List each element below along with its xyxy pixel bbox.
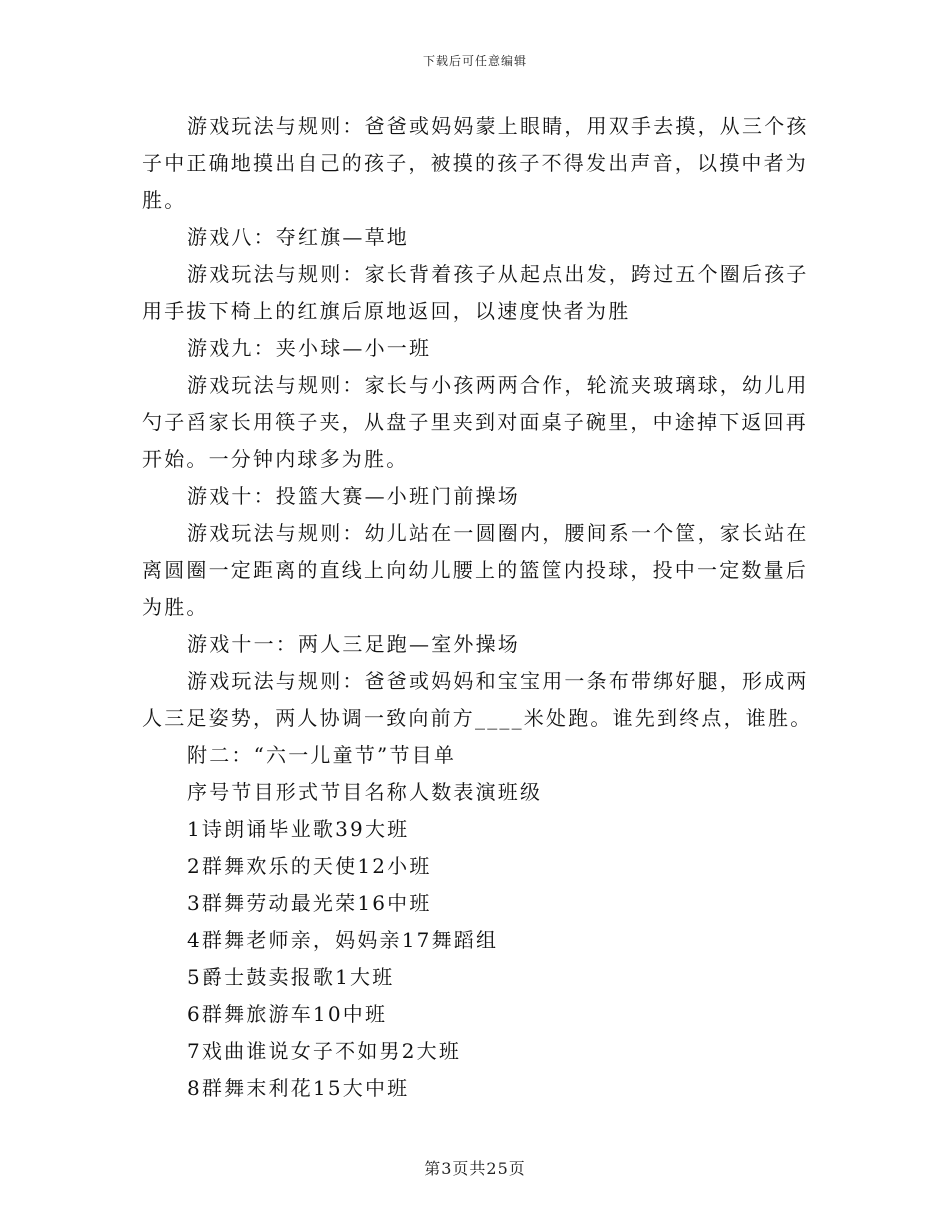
page-header: 下载后可任意编辑 — [422, 54, 527, 68]
text-line: 用手拔下椅上的红旗后原地返回，以速度快者为胜 — [142, 299, 631, 323]
text-line: 游戏玩法与规则：爸爸或妈妈和宝宝用一条布带绑好腿，形成两 — [187, 669, 809, 693]
text-line: 游戏十一：两人三足跑—室外操场 — [187, 632, 520, 656]
text-line: 4群舞老师亲，妈妈亲17舞蹈组 — [187, 928, 499, 952]
text-line: 游戏玩法与规则：家长与小孩两两合作，轮流夹玻璃球，幼儿用 — [187, 373, 809, 397]
page-footer: 第3页共25页 — [424, 1159, 526, 1178]
text-line: 3群舞劳动最光荣16中班 — [187, 891, 432, 915]
text-line: 游戏九：夹小球—小一班 — [187, 336, 432, 360]
text-line: 子中正确地摸出自己的孩子，被摸的孩子不得发出声音，以摸中者为 — [142, 151, 808, 175]
text-line: 胜。 — [142, 188, 187, 212]
text-line: 1诗朗诵毕业歌39大班 — [187, 817, 410, 841]
text-line: 为胜。 — [142, 595, 209, 619]
text-line: 游戏八：夺红旗—草地 — [187, 225, 409, 249]
text-line: 离圆圈一定距离的直线上向幼儿腰上的篮筐内投球，投中一定数量后 — [142, 558, 808, 582]
text-line: 游戏十：投篮大赛—小班门前操场 — [187, 484, 520, 508]
text-line: 游戏玩法与规则：家长背着孩子从起点出发，跨过五个圈后孩子 — [187, 262, 809, 286]
text-line: 8群舞末利花15大中班 — [187, 1076, 410, 1100]
text-line: 附二：“六一儿童节”节目单 — [187, 743, 457, 767]
text-line: 游戏玩法与规则：爸爸或妈妈蒙上眼睛，用双手去摸，从三个孩 — [187, 114, 809, 138]
document-body — [142, 108, 813, 1107]
text-line: 开始。一分钟内球多为胜。 — [142, 447, 409, 471]
text-line: 人三足姿势，两人协调一致向前方____米处跑。谁先到终点，谁胜。 — [142, 706, 813, 730]
text-line: 序号节目形式节目名称人数表演班级 — [187, 780, 543, 804]
text-line: 7戏曲谁说女子不如男2大班 — [187, 1039, 462, 1063]
text-line: 5爵士鼓卖报歌1大班 — [187, 965, 395, 989]
text-line: 勺子舀家长用筷子夹，从盘子里夹到对面桌子碗里，中途掉下返回再 — [142, 410, 808, 434]
text-line: 6群舞旅游车10中班 — [187, 1002, 388, 1026]
text-line: 游戏玩法与规则：幼儿站在一圆圈内，腰间系一个筐，家长站在 — [187, 521, 809, 545]
text-line: 2群舞欢乐的天使12小班 — [187, 854, 432, 878]
